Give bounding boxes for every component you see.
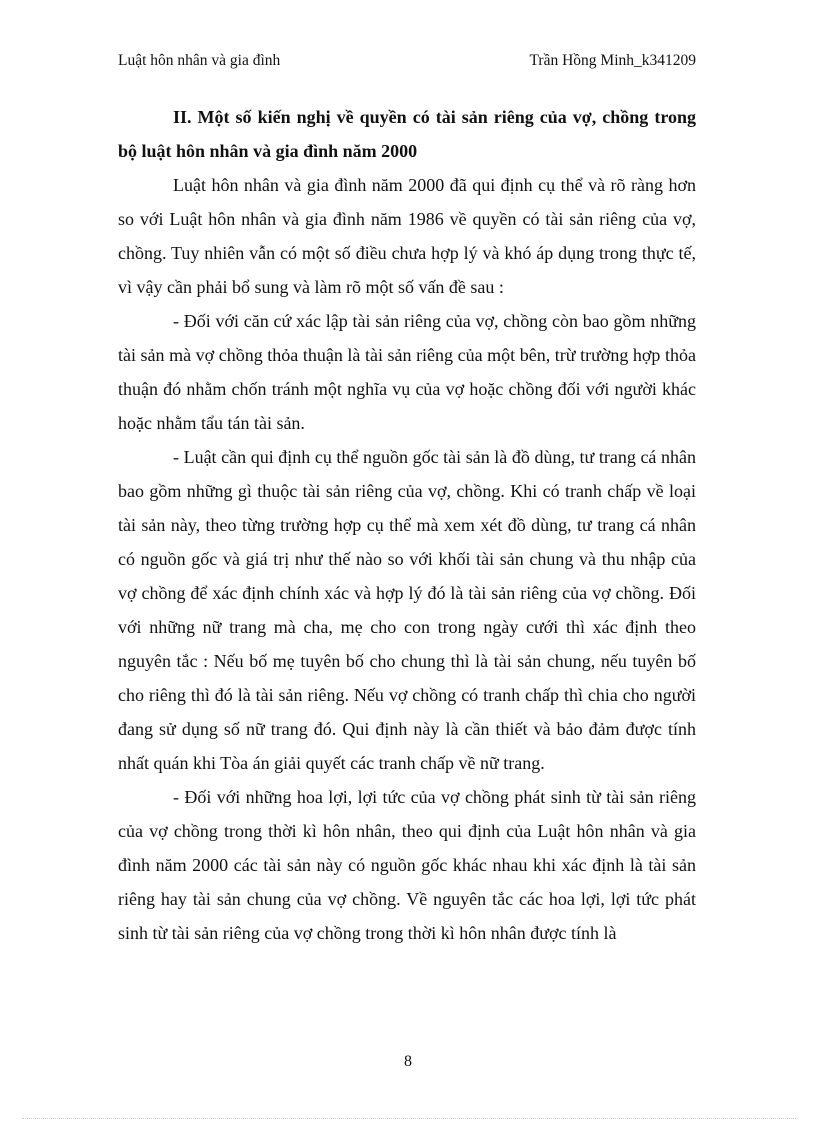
paragraph-intro: Luật hôn nhân và gia đình năm 2000 đã qui định cụ thể và rõ ràng hơn so với Luật hôn nhân và gia đình năm 1986 về quyền có tài sản riêng của vợ, chồng. Tuy nhiên vẫn có một số điều chưa hợp lý và khó áp dụng trong thực tế, vì vậy cần phải bổ sung và làm rõ một số vấn đề sau : xyxy=(118,175,696,297)
page-number: 8 xyxy=(404,1053,412,1070)
section-heading: II. Một số kiến nghị về quyền có tài sản riêng của vợ, chồng trong bộ luật hôn nhân và gia đình năm 2000 xyxy=(118,107,696,161)
paragraph-point-personal-items: - Luật cần qui định cụ thể nguồn gốc tài sản là đồ dùng, tư trang cá nhân bao gồm những gì thuộc tài sản riêng của vợ, chồng. Khi có tranh chấp về loại tài sản này, theo từng trường hợp cụ thể mà xem xét đồ dùng, tư trang cá nhân có nguồn gốc và giá trị như thế nào so với khối tài sản chung và thu nhập của vợ chồng để xác định chính xác và hợp lý đó là tài sản riêng của vợ chồng. Đối với những nữ trang mà cha, mẹ cho con trong ngày cưới thì xác định theo nguyên tắc : Nếu bố mẹ tuyên bố cho chung thì là tài sản chung, nếu tuyên bố cho riêng thì đó là tài sản riêng. Nếu vợ chồng có tranh chấp thì chia cho người đang sử dụng số nữ trang đó. Qui định này là cần thiết và bảo đảm được tính nhất quán khi Tòa án giải quyết các tranh chấp về nữ trang. xyxy=(118,447,696,773)
header-author: Trần Hồng Minh_k341209 xyxy=(529,52,696,69)
page-bottom-divider xyxy=(22,1118,796,1119)
paragraph-point-agreement: - Đối với căn cứ xác lập tài sản riêng của vợ, chồng còn bao gồm những tài sản mà vợ chồng thỏa thuận là tài sản riêng của một bên, trừ trường hợp thỏa thuận đó nhằm chốn tránh một nghĩa vụ của vợ hoặc chồng đối với người khác hoặc nhằm tẩu tán tài sản. xyxy=(118,311,696,433)
page-header xyxy=(118,52,696,72)
header-document-title: Luật hôn nhân và gia đình xyxy=(118,52,281,69)
paragraph-point-income: - Đối với những hoa lợi, lợi tức của vợ chồng phát sinh từ tài sản riêng của vợ chồng trong thời kì hôn nhân, theo qui định của Luật hôn nhân và gia đình năm 2000 các tài sản này có nguồn gốc khác nhau khi xác định là tài sản riêng hay tài sản chung của vợ chồng. Về nguyên tắc các hoa lợi, lợi tức phát sinh từ tài sản riêng của vợ chồng trong thời kì hôn nhân được tính là xyxy=(118,787,696,943)
document-body xyxy=(118,100,696,950)
